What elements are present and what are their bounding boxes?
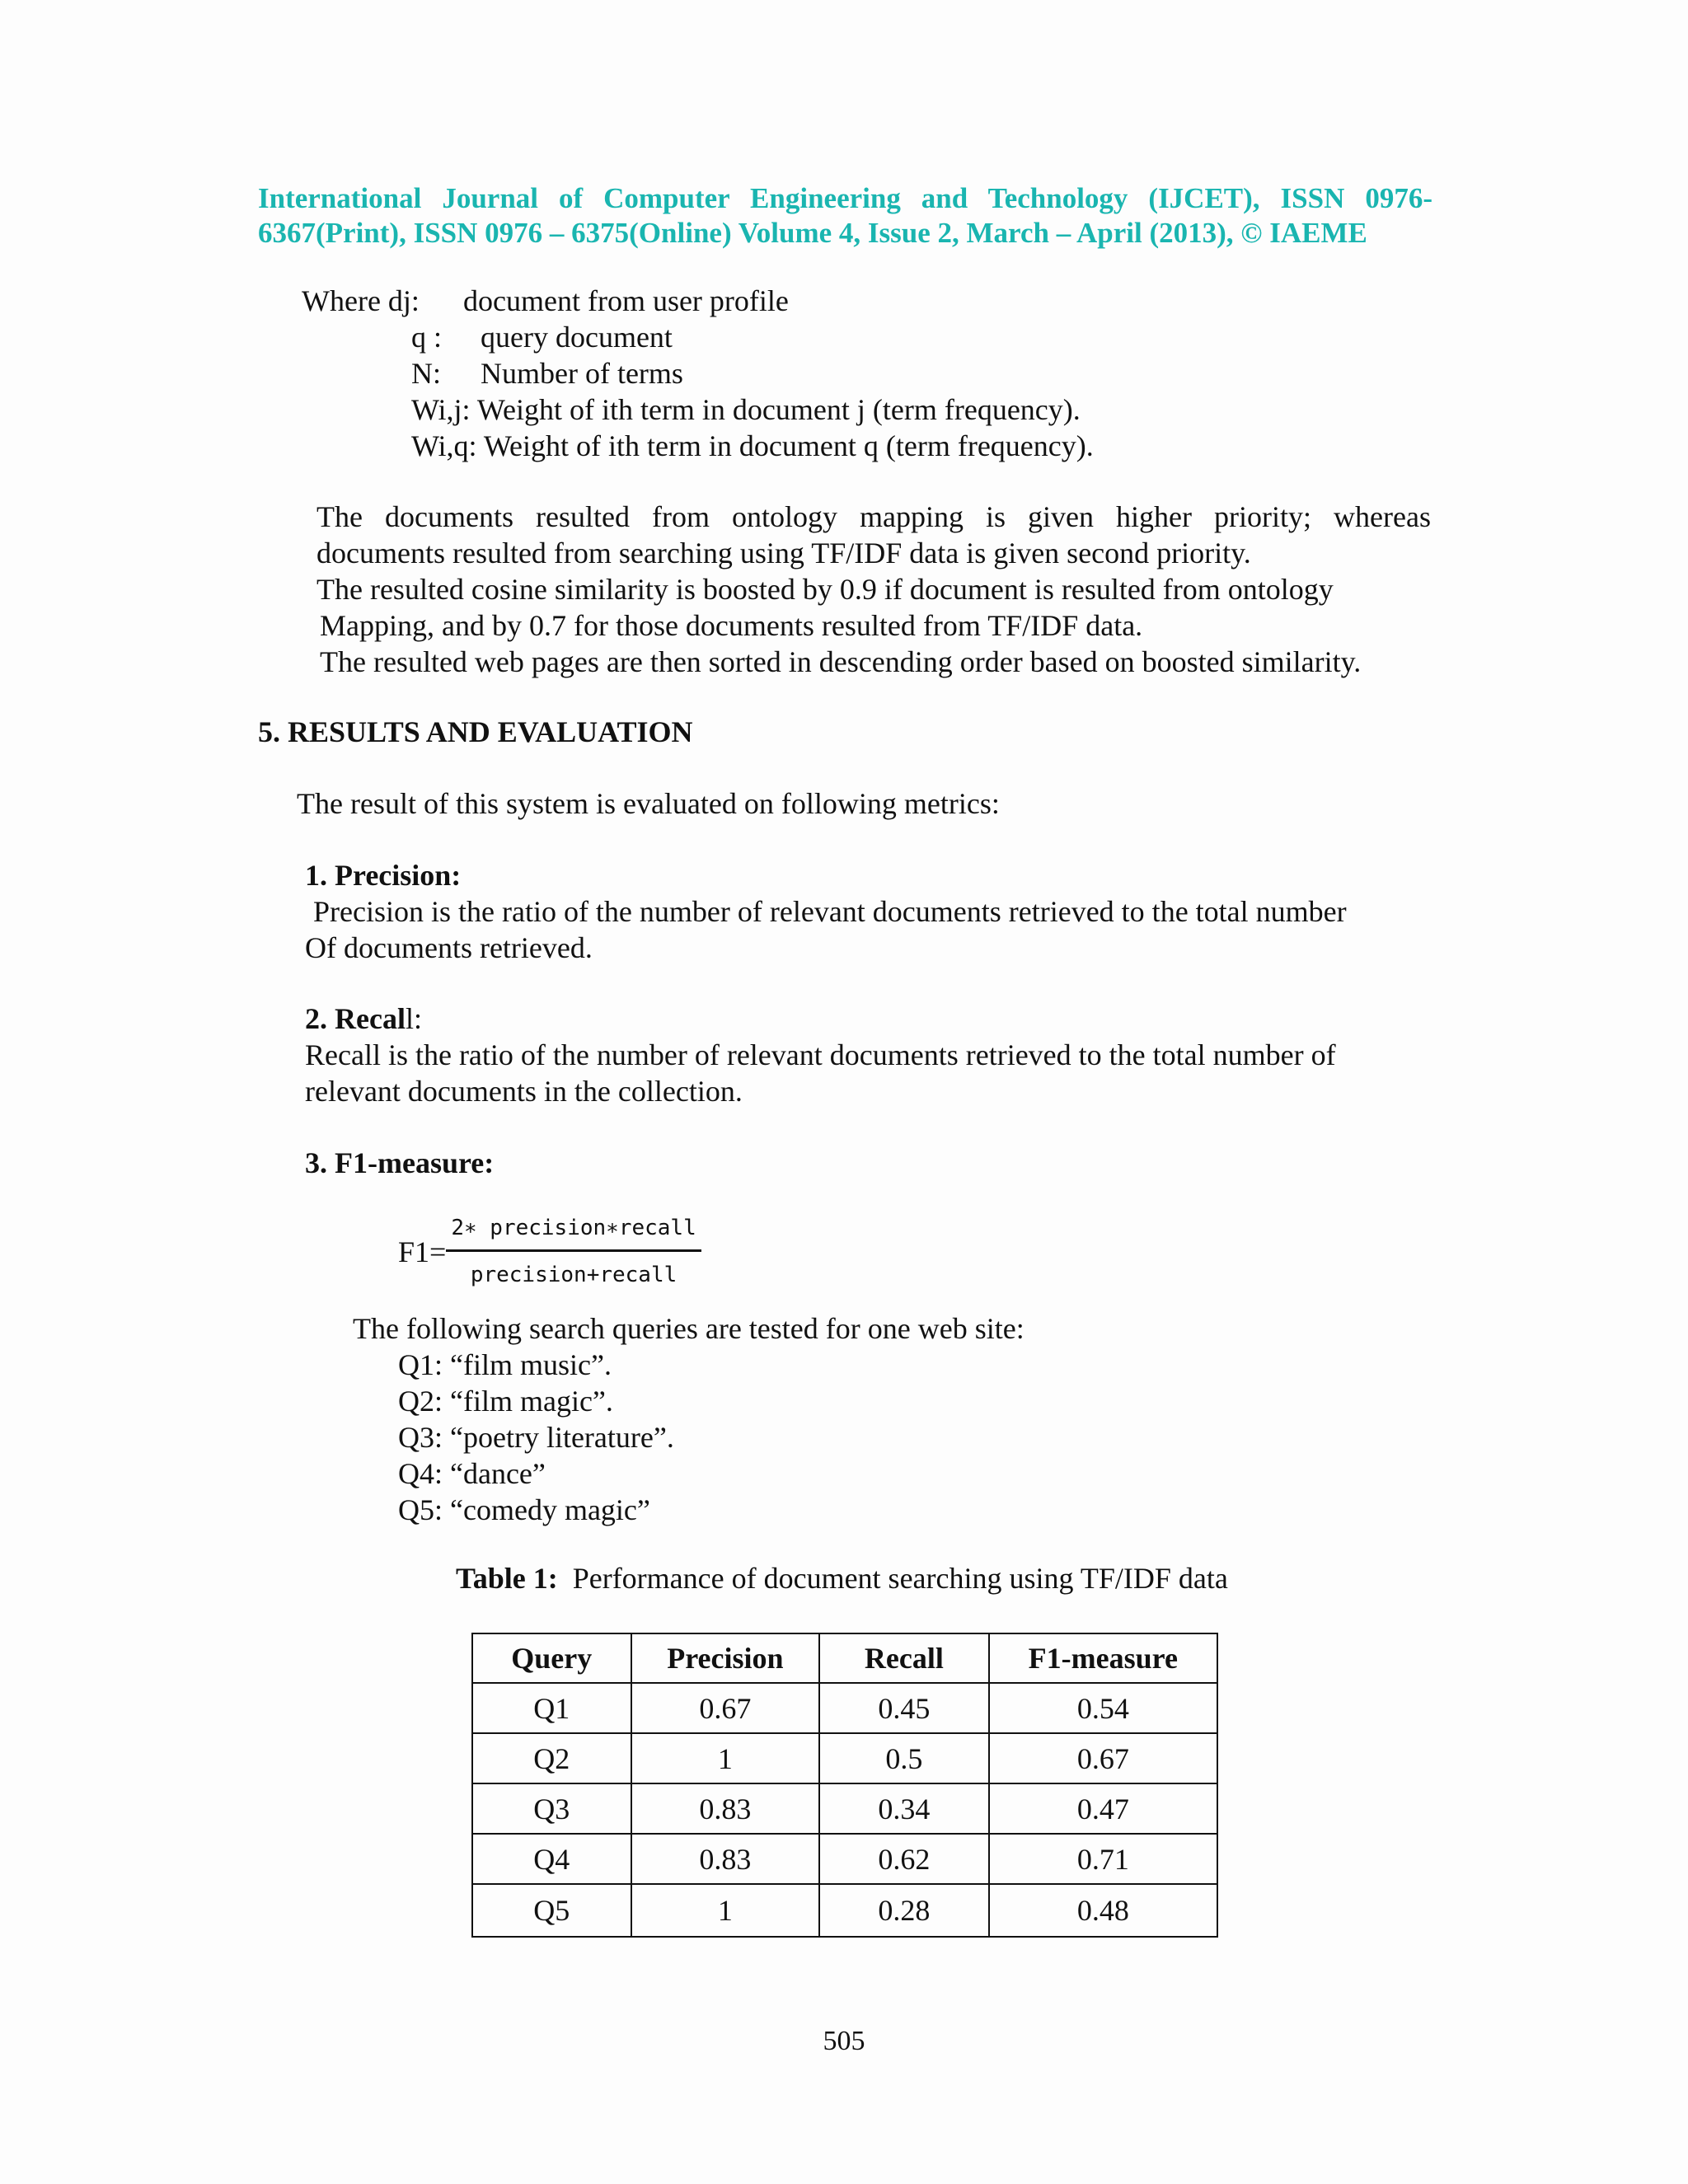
table-cell: Q5 xyxy=(472,1884,631,1937)
definition-dj: document from user profile xyxy=(463,284,789,317)
f1-fraction xyxy=(446,1210,701,1293)
definition-lead: Where dj: xyxy=(302,284,420,317)
table-cell: 0.67 xyxy=(631,1683,820,1733)
journal-header-line1: International Journal of Computer Engineering and Technology (IJCET), ISSN 0976- xyxy=(258,182,1432,214)
recall-heading xyxy=(305,1001,422,1037)
table-cell: 1 xyxy=(631,1733,820,1783)
paragraph-line: The resulted cosine similarity is boosted by 0.9 if document is resulted from ontology xyxy=(316,573,1334,606)
f1-heading: 3. F1-measure: xyxy=(305,1146,495,1179)
section-intro: The result of this system is evaluated on following metrics: xyxy=(297,787,1000,820)
f1-denominator: precision+recall xyxy=(470,1263,678,1287)
f1-numerator: 2∗ precision∗recall xyxy=(446,1210,701,1252)
table-cell: 1 xyxy=(631,1884,820,1937)
precision-text-line: Precision is the ratio of the number of relevant documents retrieved to the total number xyxy=(313,895,1347,928)
table-header-row xyxy=(472,1633,1217,1683)
table-header-cell: F1-measure xyxy=(989,1633,1217,1683)
f1-formula xyxy=(398,1210,701,1293)
precision-heading: 1. Precision: xyxy=(305,859,462,892)
f1-formula-lhs: F1= xyxy=(398,1235,447,1268)
definition-wiq: Wi,q: Weight of ith term in document q (term frequency). xyxy=(411,429,1094,462)
table-caption-label: Table 1: xyxy=(456,1562,558,1595)
table-cell: 0.45 xyxy=(819,1683,989,1733)
table-cell: 0.67 xyxy=(989,1733,1217,1783)
table-row xyxy=(472,1783,1217,1834)
section-heading: 5. RESULTS AND EVALUATION xyxy=(258,715,693,748)
table-cell: Q4 xyxy=(472,1834,631,1884)
definition-n-label: N: xyxy=(411,357,441,390)
results-table xyxy=(471,1633,1218,1938)
table-header-cell: Precision xyxy=(631,1633,820,1683)
query-item: Q4: “dance” xyxy=(398,1457,546,1490)
table-cell: Q3 xyxy=(472,1783,631,1834)
paragraph-line: Mapping, and by 0.7 for those documents resulted from TF/IDF data. xyxy=(320,609,1143,642)
definition-q-label: q : xyxy=(411,321,443,354)
paragraph-line: documents resulted from searching using TF/IDF data is given second priority. xyxy=(316,537,1251,569)
table-cell: 0.47 xyxy=(989,1783,1217,1834)
query-item: Q5: “comedy magic” xyxy=(398,1493,650,1526)
definition-q: query document xyxy=(481,321,673,354)
journal-header xyxy=(258,181,1432,251)
query-item: Q2: “film magic”. xyxy=(398,1385,613,1418)
table-cell: 0.28 xyxy=(819,1884,989,1937)
recall-text-line: relevant documents in the collection. xyxy=(305,1075,743,1108)
journal-header-line2: 6367(Print), ISSN 0976 – 6375(Online) Volume 4, Issue 2, March – April (2013), © IAEME xyxy=(258,217,1367,249)
queries-intro: The following search queries are tested for one web site: xyxy=(353,1312,1025,1345)
table-caption-text: Performance of document searching using TF/IDF data xyxy=(572,1562,1228,1595)
definition-wij: Wi,j: Weight of ith term in document j (term frequency). xyxy=(411,393,1081,426)
table-caption xyxy=(456,1560,1228,1596)
table-cell: 0.71 xyxy=(989,1834,1217,1884)
table-header-cell: Recall xyxy=(819,1633,989,1683)
table-cell: Q1 xyxy=(472,1683,631,1733)
table-header-cell: Query xyxy=(472,1633,631,1683)
table-cell: 0.83 xyxy=(631,1783,820,1834)
table-cell: Q2 xyxy=(472,1733,631,1783)
paragraph-line: The documents resulted from ontology mapping is given higher priority; whereas xyxy=(316,500,1431,533)
table-cell: 0.48 xyxy=(989,1884,1217,1937)
precision-text-line: Of documents retrieved. xyxy=(305,931,593,964)
table-cell: 0.34 xyxy=(819,1783,989,1834)
table-row xyxy=(472,1683,1217,1733)
table-row xyxy=(472,1834,1217,1884)
recall-heading-bold: 2. Recal xyxy=(305,1002,406,1035)
query-item: Q3: “poetry literature”. xyxy=(398,1421,674,1454)
table-row xyxy=(472,1884,1217,1937)
definition-n: Number of terms xyxy=(481,357,683,390)
recall-text-line: Recall is the ratio of the number of relevant documents retrieved to the total number of xyxy=(305,1038,1336,1071)
table-row xyxy=(472,1733,1217,1783)
page-number: 505 xyxy=(823,2026,865,2056)
table-cell: 0.54 xyxy=(989,1683,1217,1733)
recall-heading-tail: l: xyxy=(405,1002,422,1035)
table-cell: 0.62 xyxy=(819,1834,989,1884)
body-paragraph xyxy=(316,499,1431,680)
query-item: Q1: “film music”. xyxy=(398,1348,612,1381)
table-cell: 0.83 xyxy=(631,1834,820,1884)
paragraph-line: The resulted web pages are then sorted in descending order based on boosted similarity. xyxy=(320,645,1362,678)
table-cell: 0.5 xyxy=(819,1733,989,1783)
